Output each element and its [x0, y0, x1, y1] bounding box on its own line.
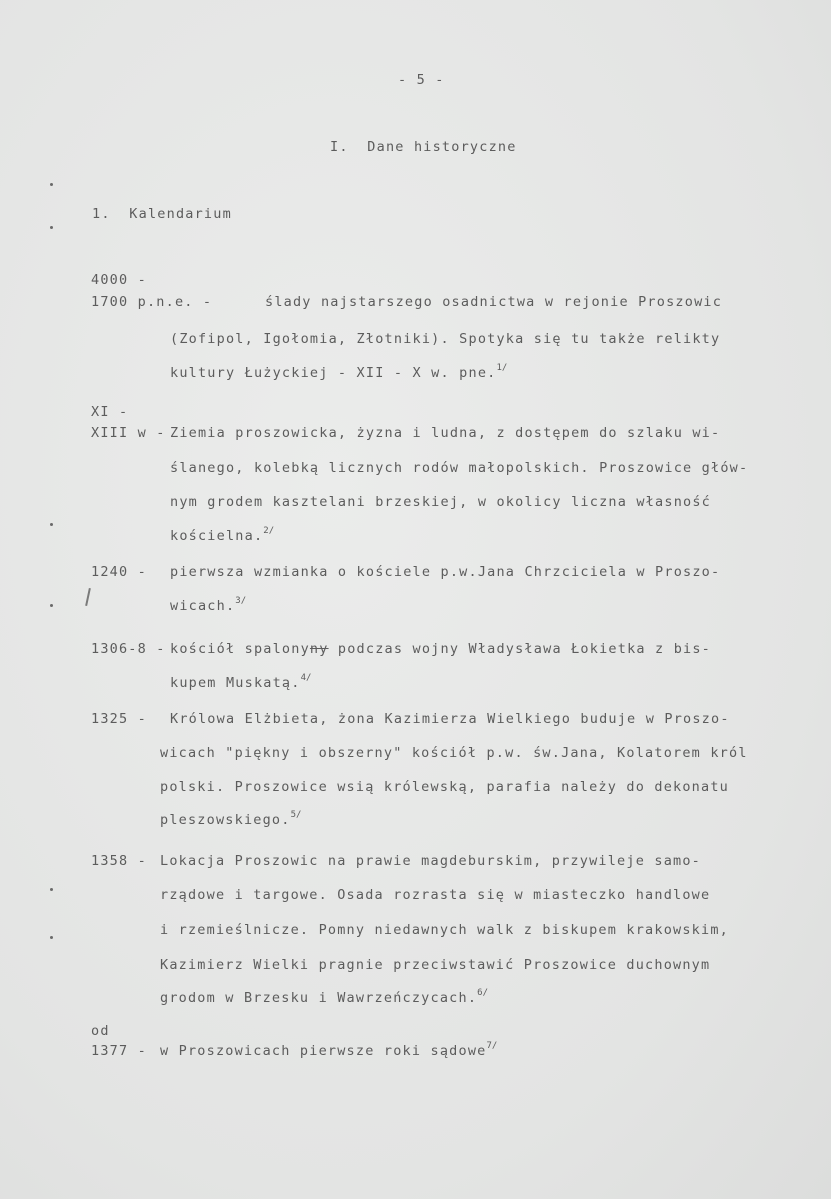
scan-speck: [50, 936, 53, 939]
footnote-ref: 4/: [300, 673, 312, 683]
entry-year-start: XI -: [91, 404, 129, 420]
entry-year: 1700 p.n.e. -: [91, 294, 213, 310]
scan-speck: [50, 888, 53, 891]
scan-speck: [50, 523, 53, 526]
entry-year: 1358 -: [91, 853, 147, 869]
entry-line: i rzemieślnicze. Pomny niedawnych walk z biskupem krakowskim,: [160, 922, 729, 938]
footnote-ref: 7/: [486, 1041, 498, 1051]
entry-year: 1306-8 -: [91, 641, 166, 657]
entry-line: [170, 675, 311, 693]
scan-speck: [50, 183, 53, 186]
entry-year-start: od: [91, 1023, 110, 1039]
scan-mark: [85, 588, 91, 606]
footnote-ref: 2/: [263, 526, 275, 536]
page-number: - 5 -: [398, 72, 445, 88]
footnote-ref: 5/: [290, 810, 302, 820]
entry-line: ślady najstarszego osadnictwa w rejonie Proszowic: [265, 294, 723, 310]
entry-line: [170, 528, 274, 546]
entry-text: grodom w Brzesku i Wawrzeńczycach.: [160, 990, 478, 1006]
entry-text: pleszowskiego.: [160, 812, 291, 828]
entry-text: kultury Łużyckiej - XII - X w. pne.: [170, 365, 497, 381]
entry-text: podczas wojny Władysława Łokietka z bis-: [328, 641, 712, 657]
entry-line: Lokacja Proszowic na prawie magdeburskim, przywileje samo-: [160, 853, 702, 869]
subsection-title: 1. Kalendarium: [92, 206, 232, 222]
entry-line: pierwsza wzmianka o kościele p.w.Jana Chrzciciela w Proszo-: [170, 564, 721, 580]
entry-line: Królowa Elżbieta, żona Kazimierza Wielkiego buduje w Proszo-: [170, 711, 730, 727]
entry-line: [160, 990, 488, 1008]
entry-line: [170, 598, 246, 616]
entry-line: [170, 641, 711, 657]
entry-year: 1377 -: [91, 1043, 147, 1059]
entry-line: nym grodem kasztelani brzeskiej, w okolicy liczna własność: [170, 494, 712, 510]
footnote-ref: 6/: [477, 988, 488, 998]
scan-speck: [50, 226, 53, 229]
entry-year-start: 4000 -: [91, 272, 147, 288]
footnote-ref: 1/: [496, 363, 508, 373]
entry-text: wicach.: [170, 598, 236, 614]
entry-line: rządowe i targowe. Osada rozrasta się w miasteczko handlowe: [160, 887, 711, 903]
entry-year: XIII w -: [91, 425, 166, 441]
entry-text: kościół spalony: [170, 641, 310, 657]
entry-text: kupem Muskatą.: [170, 675, 301, 691]
entry-line: Ziemia proszowicka, żyzna i ludna, z dostępem do szlaku wi-: [170, 425, 721, 441]
entry-line: Kazimierz Wielki pragnie przeciwstawić Proszowice duchownym: [160, 957, 711, 973]
entry-year: 1325 -: [91, 711, 147, 727]
entry-line: [160, 812, 301, 830]
entry-text: w Proszowicach pierwsze roki sądowe: [160, 1043, 487, 1059]
entry-year: 1240 -: [91, 564, 147, 580]
entry-line: (Zofipol, Igołomia, Złotniki). Spotyka się tu także relikty: [170, 331, 721, 347]
entry-line: wicach "piękny i obszerny" kościół p.w. św.Jana, Kolatorem król: [160, 745, 748, 761]
entry-line: ślanego, kolebką licznych rodów małopolskich. Proszowice głów-: [170, 460, 749, 476]
section-title: I. Dane historyczne: [330, 139, 517, 155]
entry-line: [170, 365, 507, 383]
scan-speck: [50, 604, 53, 607]
entry-line: [160, 1043, 497, 1061]
entry-text: kościelna.: [170, 528, 264, 544]
struck-text: ny: [309, 641, 329, 657]
entry-line: polski. Proszowice wsią królewską, parafia należy do dekonatu: [160, 779, 729, 795]
footnote-ref: 3/: [235, 596, 247, 606]
